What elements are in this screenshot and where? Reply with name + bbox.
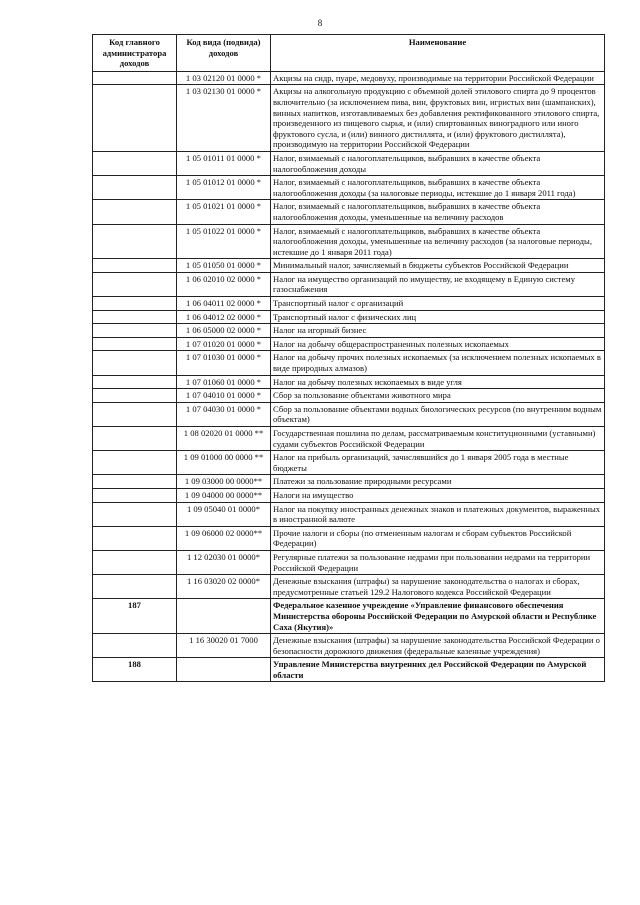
admin-code-cell — [93, 451, 177, 475]
revenue-name-cell: Налог на добычу полезных ископаемых в виде угля — [271, 375, 605, 389]
admin-code-cell — [93, 259, 177, 273]
revenue-name-cell: Акцизы на алкогольную продукцию с объемной долей этилового спирта до 9 процентов включительно (за исключением пива, вин, фруктовых вин, игристых вин (шампанских), винных напитков, изготавливаемых без добавления ректификованного этилового спирта, произведенного из пищевого сырья, и (или) спиртованных виноградного или иного фруктового сусла, и (или) винного дистиллята, и (или) фруктового дистиллята), производимую на территории Российской Федерации — [271, 85, 605, 152]
revenue-name-cell: Налог на покупку иностранных денежных знаков и платежных документов, выраженных в иностранной валюте — [271, 502, 605, 526]
table-row — [93, 488, 605, 502]
administrator-row — [93, 658, 605, 682]
revenue-name-cell: Налог на игорный бизнес — [271, 324, 605, 338]
administrator-row — [93, 599, 605, 634]
revenue-code-cell: 1 07 04010 01 0000 * — [177, 389, 271, 403]
admin-code-cell — [93, 85, 177, 152]
revenue-code-cell: 1 06 05000 02 0000 * — [177, 324, 271, 338]
header-name: Наименование — [271, 35, 605, 72]
revenue-codes-table — [92, 34, 605, 682]
header-type-code: Код вида (подвида) доходов — [177, 35, 271, 72]
revenue-name-cell: Регулярные платежи за пользование недрами при пользовании недрами на территории Российской Федерации — [271, 550, 605, 574]
admin-code-cell — [93, 427, 177, 451]
admin-code-cell — [93, 389, 177, 403]
revenue-code-cell: 1 07 01030 01 0000 * — [177, 351, 271, 375]
admin-code-cell — [93, 488, 177, 502]
revenue-name-cell: Денежные взыскания (штрафы) за нарушение законодательства Российской Федерации о безопасности дорожного движения (федеральные казенные учреждения) — [271, 634, 605, 658]
admin-code-cell — [93, 310, 177, 324]
revenue-code-cell: 1 05 01050 01 0000 * — [177, 259, 271, 273]
page-number: 8 — [317, 18, 323, 28]
revenue-name-cell: Налоги на имущество — [271, 488, 605, 502]
admin-code-cell — [93, 151, 177, 175]
revenue-name-cell: Государственная пошлина по делам, рассматриваемым конституционными (уставными) судами субъектов Российской Федерации — [271, 427, 605, 451]
table-row — [93, 176, 605, 200]
admin-code-cell — [93, 351, 177, 375]
revenue-code-cell — [177, 658, 271, 682]
table-row — [93, 451, 605, 475]
revenue-code-cell: 1 09 03000 00 0000** — [177, 475, 271, 489]
revenue-name-cell: Налог, взимаемый с налогоплательщиков, выбравших в качестве объекта налогообложения доходы, уменьшенные на величину расходов (за налоговые периоды, истекшие до 1 января 2011 года) — [271, 224, 605, 259]
admin-code-cell — [93, 200, 177, 224]
revenue-code-cell: 1 12 02030 01 0000* — [177, 550, 271, 574]
admin-code-cell — [93, 526, 177, 550]
table-row — [93, 575, 605, 599]
revenue-code-cell: 1 08 02020 01 0000 ** — [177, 427, 271, 451]
table-row — [93, 259, 605, 273]
revenue-name-cell: Транспортный налог с организаций — [271, 297, 605, 311]
revenue-name-cell: Налог на добычу общераспространенных полезных ископаемых — [271, 337, 605, 351]
revenue-name-cell: Налог на добычу прочих полезных ископаемых (за исключением полезных ископаемых в виде природных алмазов) — [271, 351, 605, 375]
table-row — [93, 297, 605, 311]
revenue-code-cell: 1 05 01022 01 0000 * — [177, 224, 271, 259]
table-row — [93, 475, 605, 489]
admin-code-cell: 188 — [93, 658, 177, 682]
admin-code-cell — [93, 272, 177, 296]
table-row — [93, 526, 605, 550]
admin-code-cell — [93, 575, 177, 599]
revenue-name-cell: Прочие налоги и сборы (по отмененным налогам и сборам субъектов Российской Федерации) — [271, 526, 605, 550]
revenue-code-cell: 1 05 01012 01 0000 * — [177, 176, 271, 200]
table-row — [93, 310, 605, 324]
revenue-name-cell: Управление Министерства внутренних дел Российской Федерации по Амурской области — [271, 658, 605, 682]
revenue-code-cell: 1 05 01011 01 0000 * — [177, 151, 271, 175]
admin-code-cell — [93, 324, 177, 338]
header-admin-code: Код главного администратора доходов — [93, 35, 177, 72]
revenue-code-cell: 1 09 04000 00 0000** — [177, 488, 271, 502]
revenue-name-cell: Налог, взимаемый с налогоплательщиков, выбравших в качестве объекта налогообложения доходы — [271, 151, 605, 175]
admin-code-cell — [93, 475, 177, 489]
admin-code-cell — [93, 375, 177, 389]
admin-code-cell — [93, 176, 177, 200]
table-row — [93, 502, 605, 526]
revenue-code-cell: 1 09 05040 01 0000* — [177, 502, 271, 526]
revenue-name-cell: Денежные взыскания (штрафы) за нарушение законодательства о налогах и сборах, предусмотренные статьей 129.2 Налогового кодекса Российской Федерации — [271, 575, 605, 599]
admin-code-cell — [93, 337, 177, 351]
revenue-code-cell: 1 16 30020 01 7000 — [177, 634, 271, 658]
admin-code-cell — [93, 402, 177, 426]
table-row — [93, 151, 605, 175]
revenue-code-cell: 1 03 02130 01 0000 * — [177, 85, 271, 152]
revenue-name-cell: Платежи за пользование природными ресурсами — [271, 475, 605, 489]
revenue-name-cell: Акцизы на сидр, пуаре, медовуху, производимые на территории Российской Федерации — [271, 71, 605, 85]
admin-code-cell — [93, 502, 177, 526]
table-row — [93, 550, 605, 574]
revenue-code-cell: 1 16 03020 02 0000* — [177, 575, 271, 599]
admin-code-cell — [93, 297, 177, 311]
revenue-name-cell: Сбор за пользование объектами водных биологических ресурсов (по внутренним водным объектам) — [271, 402, 605, 426]
table-row — [93, 427, 605, 451]
table-row — [93, 272, 605, 296]
revenue-name-cell: Транспортный налог с физических лиц — [271, 310, 605, 324]
admin-code-cell — [93, 224, 177, 259]
revenue-code-cell: 1 06 04011 02 0000 * — [177, 297, 271, 311]
table-row — [93, 224, 605, 259]
revenue-code-cell: 1 07 04030 01 0000 * — [177, 402, 271, 426]
revenue-code-cell: 1 05 01021 01 0000 * — [177, 200, 271, 224]
revenue-code-cell: 1 06 02010 02 0000 * — [177, 272, 271, 296]
revenue-name-cell: Минимальный налог, зачисляемый в бюджеты субъектов Российской Федерации — [271, 259, 605, 273]
table-row — [93, 351, 605, 375]
revenue-name-cell: Налог на прибыль организаций, зачислявшийся до 1 января 2005 года в местные бюджеты — [271, 451, 605, 475]
revenue-code-cell: 1 07 01060 01 0000 * — [177, 375, 271, 389]
table-row — [93, 389, 605, 403]
revenue-code-cell: 1 09 06000 02 0000** — [177, 526, 271, 550]
table-row — [93, 634, 605, 658]
revenue-name-cell: Сбор за пользование объектами животного мира — [271, 389, 605, 403]
table-row — [93, 85, 605, 152]
table-row — [93, 71, 605, 85]
revenue-code-cell: 1 07 01020 01 0000 * — [177, 337, 271, 351]
admin-code-cell — [93, 634, 177, 658]
table-row — [93, 375, 605, 389]
admin-code-cell: 187 — [93, 599, 177, 634]
revenue-code-cell: 1 03 02120 01 0000 * — [177, 71, 271, 85]
revenue-code-cell: 1 06 04012 02 0000 * — [177, 310, 271, 324]
admin-code-cell — [93, 71, 177, 85]
table-row — [93, 337, 605, 351]
table-row — [93, 402, 605, 426]
revenue-code-cell: 1 09 01000 00 0000 ** — [177, 451, 271, 475]
revenue-name-cell: Федеральное казенное учреждение «Управление финансового обеспечения Министерства обороны Российской Федерации по Амурской области и Республике Саха (Якутия)» — [271, 599, 605, 634]
table-header-row — [93, 35, 605, 72]
revenue-name-cell: Налог, взимаемый с налогоплательщиков, выбравших в качестве объекта налогообложения доходы, уменьшенные на величину расходов — [271, 200, 605, 224]
revenue-name-cell: Налог на имущество организаций по имуществу, не входящему в Единую систему газоснабжения — [271, 272, 605, 296]
revenue-name-cell: Налог, взимаемый с налогоплательщиков, выбравших в качестве объекта налогообложения доходы (за налоговые периоды, истекшие до 1 января 2011 года) — [271, 176, 605, 200]
admin-code-cell — [93, 550, 177, 574]
table-row — [93, 200, 605, 224]
revenue-code-cell — [177, 599, 271, 634]
table-row — [93, 324, 605, 338]
